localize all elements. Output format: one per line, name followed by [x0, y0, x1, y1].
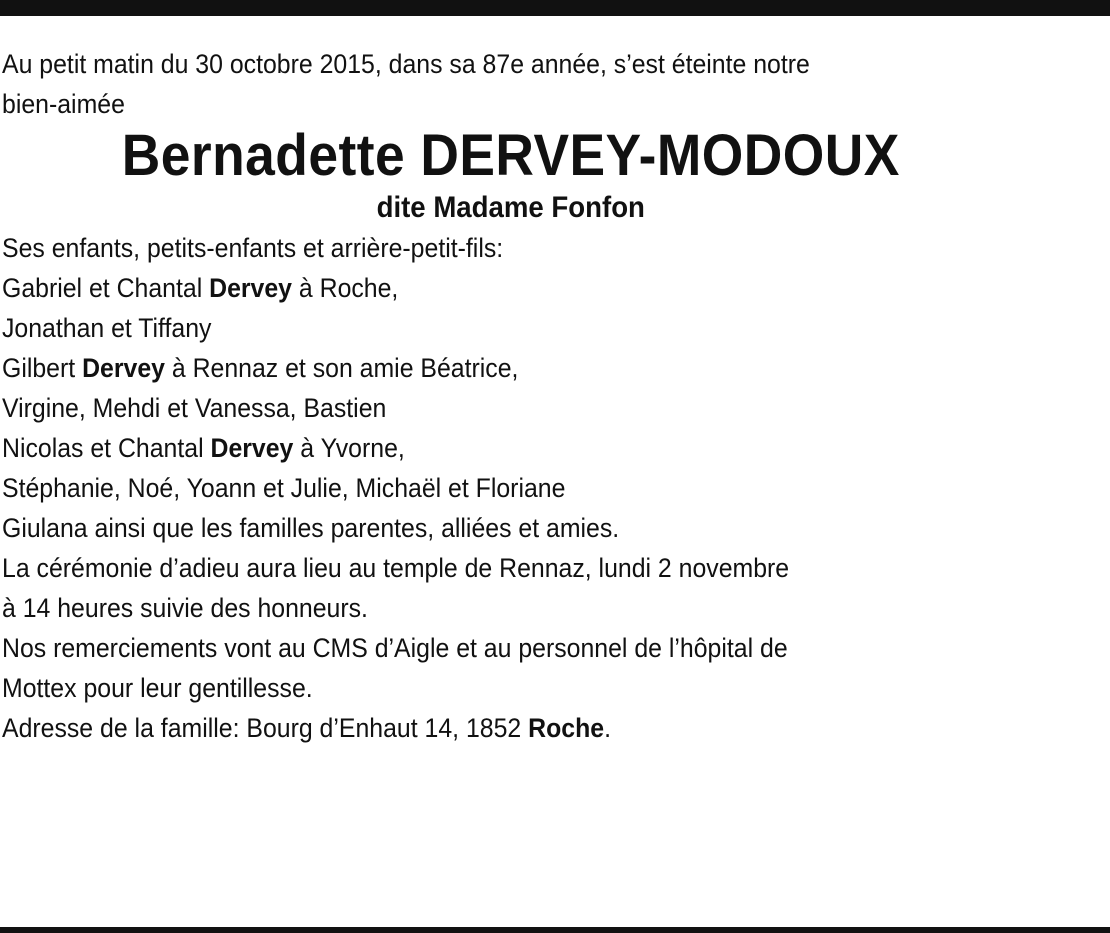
thanks-line-1: Nos remerciements vont au CMS d’Aigle et au personnel de l’hôpital de [2, 633, 788, 663]
family-suffix: à Rennaz et son amie Béatrice, [171, 353, 519, 383]
deceased-nickname: dite Madame Fonfon [376, 191, 645, 224]
family-intro: Ses enfants, petits-enfants et arrière-petit-fils: [2, 233, 504, 263]
family-surname: Dervey [82, 353, 165, 383]
intro-line-2: bien-aimée [2, 89, 125, 119]
family-entry [2, 428, 1020, 508]
family-descendants: Virgine, Mehdi et Vanessa, Bastien [2, 393, 387, 423]
ceremony-paragraph [2, 548, 1020, 628]
family-surname: Dervey [210, 433, 294, 463]
family-prefix: Gilbert [2, 353, 76, 383]
intro-paragraph [2, 44, 1020, 124]
family-descendants: Jonathan et Tiffany [2, 313, 212, 343]
family-descendants: Stéphanie, Noé, Yoann et Julie, Michaël et Floriane [2, 473, 566, 503]
family-entry-line [2, 268, 1020, 308]
family-suffix: à Roche, [298, 273, 399, 303]
family-prefix: Gabriel et Chantal [2, 273, 203, 303]
obituary-notice [2, 44, 1020, 748]
top-rule [0, 0, 1110, 16]
relatives-paragraph: Giulana ainsi que les familles parentes, alliées et amies. [2, 513, 620, 543]
deceased-name: Bernadette DERVEY-MODOUX [121, 123, 900, 188]
address-paragraph [2, 708, 1020, 748]
family-entry [2, 268, 1020, 348]
thanks-line-2: Mottex pour leur gentillesse. [2, 673, 313, 703]
address-prefix: Adresse de la famille: Bourg d’Enhaut 14, 1852 [2, 713, 522, 743]
ceremony-line-1: La cérémonie d’adieu aura lieu au temple de Rennaz, lundi 2 novembre [2, 553, 790, 583]
family-prefix: Nicolas et Chantal [2, 433, 204, 463]
address-end: . [604, 713, 611, 743]
intro-line-1: Au petit matin du 30 octobre 2015, dans sa 87e année, s’est éteinte notre [2, 49, 810, 79]
address-city: Roche [528, 713, 605, 743]
family-suffix: à Yvorne, [300, 433, 405, 463]
ceremony-line-2: à 14 heures suivie des honneurs. [2, 593, 368, 623]
family-surname: Dervey [209, 273, 293, 303]
family-entry [2, 348, 1020, 428]
family-entry-line [2, 428, 1020, 468]
bottom-rule [0, 927, 1110, 933]
thanks-paragraph [2, 628, 1020, 708]
family-entry-line [2, 348, 1020, 388]
